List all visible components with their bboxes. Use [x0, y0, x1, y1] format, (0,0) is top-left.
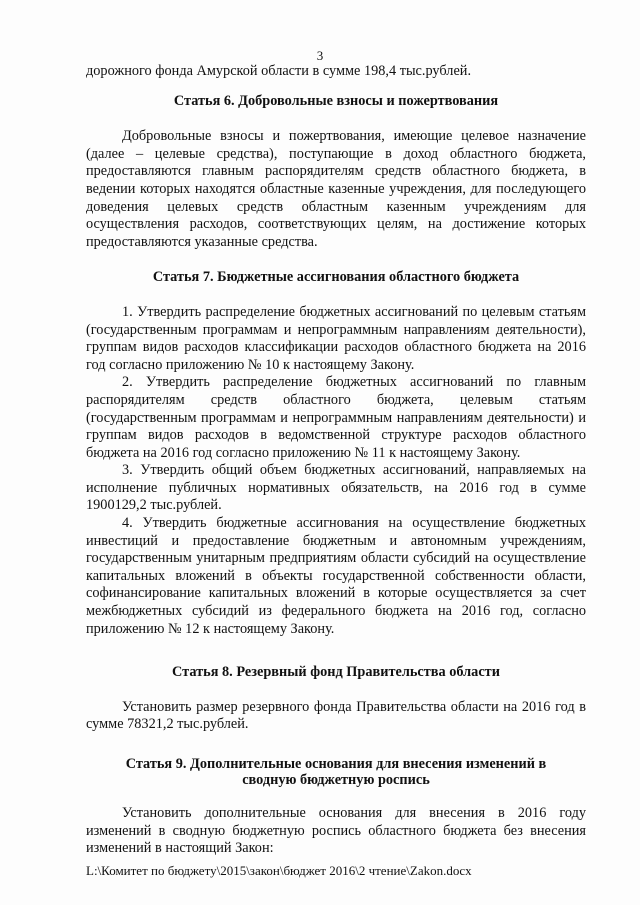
article-9-title: [86, 756, 586, 788]
article-9-title-line-1: Статья 9. Дополнительные основания для внесения изменений в: [125, 756, 547, 772]
footer-file-path: L:\Комитет по бюджету\2015\закон\бюджет 2016\2 чтение\Zakon.docx: [86, 863, 472, 878]
article-9-title-line-2: сводную бюджетную роспись: [242, 772, 430, 788]
article-8-text: Установить размер резервного фонда Правительства области на 2016 год в сумме 78321,2 тыс.рублей.: [86, 698, 586, 733]
article-6-title: Статья 6. Добровольные взносы и пожертвования: [173, 92, 499, 109]
intro-line: дорожного фонда Амурской области в сумме 198,4 тыс.рублей.: [86, 63, 472, 79]
document-body: [86, 63, 586, 858]
article-7-item-1: 1. Утвердить распределение бюджетных ассигнований по целевым статьям (государственным программам и непрограммным направлениям деятельности), группам видов расходов классификации расходов областного бюджета на 2016 год согласно приложению № 10 к настоящему Закону.: [86, 303, 586, 373]
page-number: 3: [316, 48, 324, 63]
article-8-title: Статья 8. Резервный фонд Правительства области: [172, 664, 500, 681]
article-7-title: Статья 7. Бюджетные ассигнования областного бюджета: [152, 269, 520, 286]
article-7-item-4: 4. Утвердить бюджетные ассигнования на осуществление бюджетных инвестиций и предоставление бюджетным и автономным учреждениям, государственным унитарным предприятиям области субсидий на осуществление капитальных вложений в объекты государственной собственности области, софинансирование капитальных вложений в которые осуществляется за счет межбюджетных субсидий из федерального бюджета на 2016 год, согласно приложению № 12 к настоящему Закону.: [86, 515, 586, 637]
article-6-text: Добровольные взносы и пожертвования, имеющие целевое назначение (далее – целевые средства), поступающие в доход областного бюджета, предоставляются главным распорядителям средств областного бюджета, в ведении которых находятся областные казенные учреждения, для последующего доведения целевых средств областным казенным учреждениям для осуществления расходов, соответствующих целям, на достижение которых предоставляются указанные средства.: [86, 128, 586, 250]
article-7-item-3: 3. Утвердить общий объем бюджетных ассигнований, направляемых на исполнение публичных нормативных обязательств, на 2016 год в сумме 1900129,2 тыс.рублей.: [86, 462, 586, 514]
article-7-item-2: 2. Утвердить распределение бюджетных ассигнований по главным распорядителям средств областного бюджета, целевым статьям (государственным программам и непрограммным направлениям деятельности) и группам видов расходов в ведомственной структуре расходов областного бюджета на 2016 год согласно приложению № 11 к настоящему Закону.: [86, 374, 586, 461]
article-9-text: Установить дополнительные основания для внесения в 2016 году изменений в сводную бюджетную роспись областного бюджета без внесения изменений в настоящий Закон:: [86, 805, 586, 857]
